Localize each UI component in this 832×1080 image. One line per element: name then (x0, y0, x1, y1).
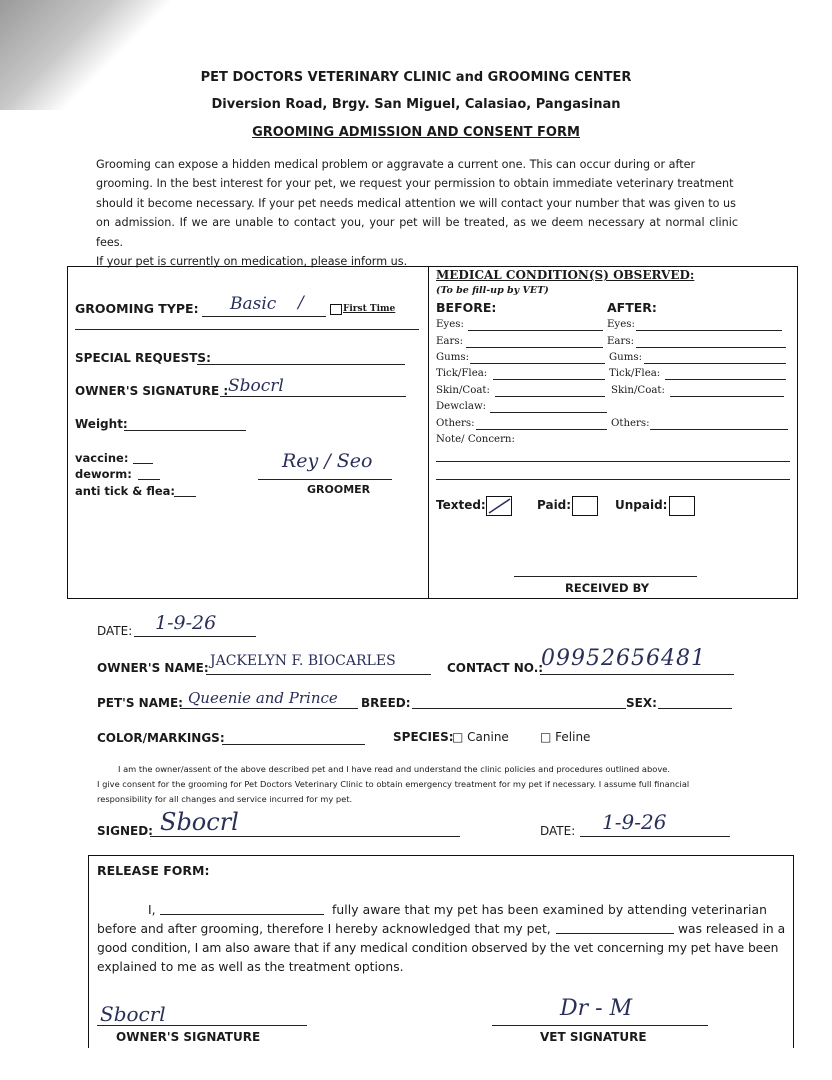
grooming-type-label: GROOMING TYPE: (75, 301, 199, 316)
grooming-type-extra: / (298, 293, 304, 313)
species-canine-option[interactable]: □ Canine (452, 730, 509, 744)
dewclaw-line[interactable] (490, 412, 607, 413)
after-others-label: Others: (611, 418, 650, 429)
vet-signature-label: VET SIGNATURE (540, 1030, 647, 1044)
signed-value: Sbocrl (160, 808, 239, 836)
grooming-type-value[interactable]: Basic (230, 294, 277, 314)
pet-name-value: Queenie and Prince (188, 689, 338, 707)
medical-title: MEDICAL CONDITION(S) OBSERVED: (436, 268, 695, 282)
before-gums-label: Gums: (436, 352, 470, 363)
texted-label: Texted: (436, 498, 486, 512)
after-gums-line[interactable] (644, 363, 786, 364)
release-owner-signature-line[interactable] (97, 1025, 307, 1026)
note-line-2[interactable] (436, 479, 790, 480)
consent-line-2: I give consent for the grooming for Pet Doctors Veterinary Clinic to obtain emergency treatment for my pet if necessary. I assume full financial (97, 779, 690, 789)
folded-page-corner (0, 0, 170, 110)
color-markings-line[interactable] (222, 744, 365, 745)
intro-line: on admission. If we are unable to contact you, your pet will be treated, as we deem necessary at normal clinic fees. (96, 216, 738, 249)
before-tickflea-line[interactable] (493, 379, 605, 380)
antitick-line[interactable] (174, 496, 196, 497)
species-feline-option[interactable]: □ Feline (540, 730, 591, 744)
before-skincoat-label: Skin/Coat: (436, 385, 490, 396)
date-value: 1-9-26 (155, 612, 217, 634)
grooming-type-extra-line[interactable] (75, 329, 419, 330)
first-time-label: First Time (343, 304, 396, 314)
release-name-line[interactable] (160, 914, 324, 915)
owner-name-line[interactable] (206, 674, 431, 675)
release-text-c: was released in a (678, 922, 786, 936)
before-ears-label: Ears: (436, 336, 464, 347)
release-pet-line[interactable] (556, 933, 674, 934)
paid-label: Paid: (537, 498, 572, 512)
special-requests-line[interactable] (197, 364, 405, 365)
groomer-line[interactable] (258, 479, 392, 480)
release-text-d: good condition, I am also aware that if any medical condition observed by the vet concerning my pet have been (97, 941, 779, 955)
before-gums-line[interactable] (470, 363, 605, 364)
release-owner-signature-label: OWNER'S SIGNATURE (116, 1030, 261, 1044)
consent-date-label: DATE: (540, 824, 576, 838)
weight-line[interactable] (124, 430, 246, 431)
owner-signature-value: Sbocrl (228, 376, 284, 396)
after-ears-line[interactable] (636, 347, 786, 348)
intro-line: If your pet is currently on medication, please inform us. (96, 255, 408, 269)
dewclaw-label: Dewclaw: (436, 401, 487, 412)
antitick-label: anti tick & flea: (75, 484, 176, 498)
breed-line[interactable] (412, 708, 626, 709)
owner-name-value: JACKELYN F. BIOCARLES (210, 653, 396, 669)
sex-line[interactable] (658, 708, 732, 709)
deworm-label: deworm: (75, 467, 132, 481)
vet-signature-line[interactable] (492, 1025, 708, 1026)
contact-label: CONTACT NO.: (447, 661, 544, 675)
consent-date-value: 1-9-26 (602, 810, 667, 834)
release-owner-signature-value: Sbocrl (100, 1002, 166, 1026)
date-line[interactable] (134, 636, 256, 637)
after-ears-label: Ears: (607, 336, 635, 347)
after-tickflea-line[interactable] (665, 379, 786, 380)
after-label: AFTER: (607, 300, 657, 315)
special-requests-label: SPECIAL REQUESTS: (75, 351, 211, 365)
after-skincoat-label: Skin/Coat: (611, 385, 665, 396)
texted-checkbox[interactable] (486, 496, 512, 516)
pet-name-label: PET'S NAME: (97, 696, 183, 710)
color-markings-label: COLOR/MARKINGS: (97, 731, 225, 745)
weight-label: Weight: (75, 417, 128, 431)
owner-signature-label: OWNER'S SIGNATURE : (75, 384, 229, 398)
before-label: BEFORE: (436, 300, 497, 315)
grooming-type-line (202, 316, 326, 317)
breed-label: BREED: (361, 696, 411, 710)
note-concern-label: Note/ Concern: (436, 434, 515, 445)
release-text-i: I, (148, 903, 156, 917)
sex-label: SEX: (626, 696, 657, 710)
owner-signature-line[interactable] (220, 396, 406, 397)
date-label: DATE: (97, 624, 133, 638)
before-eyes-label: Eyes: (436, 319, 464, 330)
vaccine-label: vaccine: (75, 451, 129, 465)
received-by-label: RECEIVED BY (565, 581, 650, 595)
column-divider (428, 266, 429, 599)
owner-name-label: OWNER'S NAME: (97, 661, 209, 675)
after-others-line[interactable] (650, 429, 788, 430)
contact-line[interactable] (540, 674, 734, 675)
unpaid-checkbox[interactable] (669, 496, 695, 516)
signed-line[interactable] (150, 836, 460, 837)
before-ears-line[interactable] (466, 347, 603, 348)
intro-paragraph (96, 155, 738, 271)
medical-subtitle: (To be fill-up by VET) (436, 285, 549, 296)
groomer-label: GROOMER (307, 483, 371, 496)
after-gums-label: Gums: (609, 352, 643, 363)
vaccine-line[interactable] (133, 463, 153, 464)
intro-line: grooming. In the best interest for your pet, we request your permission to obtain immediate veterinary treatment (96, 177, 734, 191)
species-label: SPECIES: (393, 730, 454, 744)
pet-name-line[interactable] (180, 708, 358, 709)
after-skincoat-line[interactable] (670, 396, 784, 397)
before-others-line[interactable] (476, 429, 607, 430)
release-text-a: fully aware that my pet has been examined by attending veterinarian (332, 903, 768, 917)
before-skincoat-line[interactable] (495, 396, 605, 397)
signed-label: SIGNED: (97, 824, 153, 838)
before-others-label: Others: (436, 418, 475, 429)
after-eyes-label: Eyes: (607, 319, 635, 330)
before-tickflea-label: Tick/Flea: (436, 368, 488, 379)
first-time-checkbox[interactable] (330, 304, 342, 315)
clinic-name: PET DOCTORS VETERINARY CLINIC and GROOMING CENTER (200, 70, 632, 85)
unpaid-label: Unpaid: (615, 498, 668, 512)
check-mark-icon (487, 497, 511, 515)
vet-signature-value: Dr - M (560, 996, 633, 1021)
consent-line-3: responsibility for all changes and service incurred for my pet. (97, 794, 353, 804)
consent-line-1: I am the owner/assent of the above described pet and I have read and understand the clinic policies and procedures outlined above. (118, 764, 670, 774)
after-tickflea-label: Tick/Flea: (609, 368, 661, 379)
clinic-address: Diversion Road, Brgy. San Miguel, Calasiao, Pangasinan (211, 97, 621, 112)
intro-line: Grooming can expose a hidden medical problem or aggravate a current one. This can occur during or after (96, 158, 696, 171)
form-title: GROOMING ADMISSION AND CONSENT FORM (252, 125, 580, 140)
groomer-value: Rey / Seo (282, 450, 373, 472)
received-by-line[interactable] (514, 576, 697, 577)
after-eyes-line[interactable] (636, 330, 782, 331)
note-line-1[interactable] (436, 461, 790, 462)
consent-date-line[interactable] (580, 836, 730, 837)
before-eyes-line[interactable] (468, 330, 603, 331)
release-text-b: before and after grooming, therefore I hereby acknowledged that my pet, (97, 922, 551, 936)
contact-value: 09952656481 (541, 646, 706, 671)
release-text-e: explained to me as well as the treatment options. (97, 960, 404, 974)
paid-checkbox[interactable] (572, 496, 598, 516)
release-title: RELEASE FORM: (97, 863, 210, 878)
deworm-line[interactable] (138, 479, 160, 480)
intro-line: should it become necessary. If your pet needs medical attention we will contact your number that was given to us (96, 196, 736, 210)
